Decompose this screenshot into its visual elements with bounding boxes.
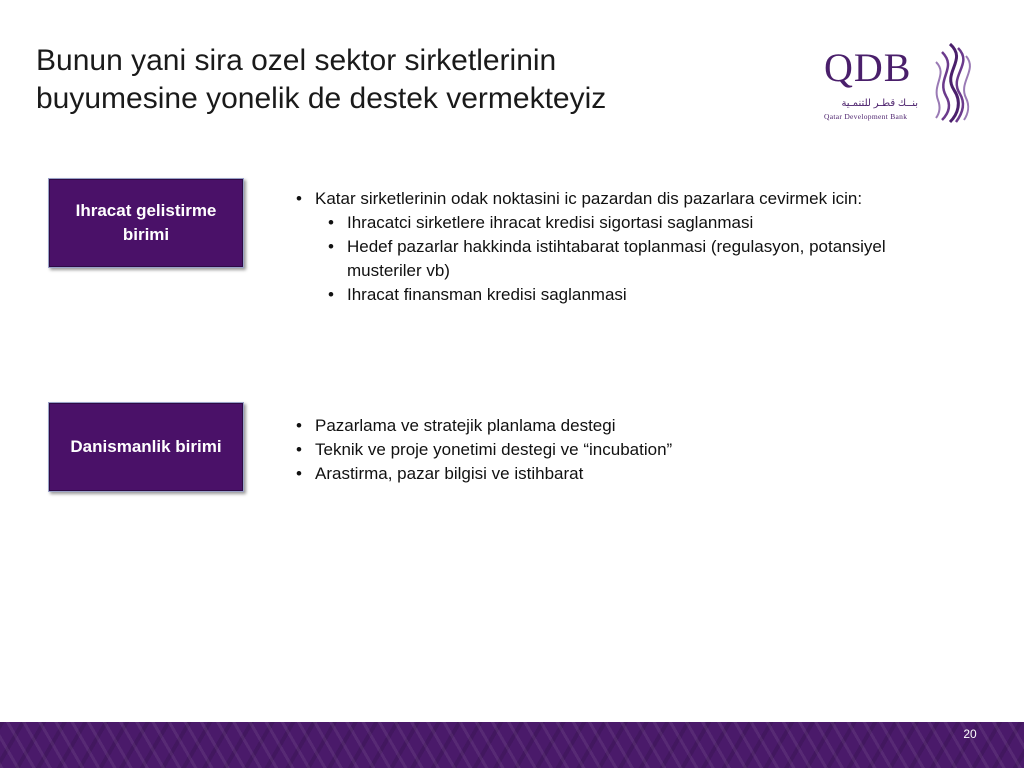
flame-emblem-icon: [928, 42, 982, 124]
sub-bullet-text: Ihracat finansman kredisi saglanmasi: [347, 285, 627, 304]
sub-bullet-item: [328, 235, 921, 283]
title-line-1: Bunun yani sira ozel sektor sirketlerinin: [36, 44, 557, 77]
logo-subtitle: Qatar Development Bank: [824, 112, 908, 121]
unit-box-export-development: [48, 178, 244, 268]
bullet-item: [296, 462, 921, 486]
slide-title: [36, 42, 736, 118]
sub-bullet-list: [315, 211, 921, 307]
bullet-item: [296, 438, 921, 462]
bullet-item: [296, 414, 921, 438]
consulting-unit-bullets: [296, 414, 921, 486]
footer-pattern-band: [0, 722, 1024, 768]
unit-box-label: Ihracat gelistirme birimi: [75, 201, 217, 244]
export-unit-bullets: [296, 187, 921, 307]
unit-box-consulting: [48, 402, 244, 492]
bullet-text: Arastirma, pazar bilgisi ve istihbarat: [315, 464, 584, 483]
unit-box-label: Danismanlik birimi: [70, 437, 222, 456]
bullet-text: Teknik ve proje yonetimi destegi ve “incubation”: [315, 440, 673, 459]
sub-bullet-item: [328, 211, 921, 235]
logo-wordmark: QDB: [824, 45, 912, 90]
page-number: 20: [963, 727, 977, 741]
sub-bullet-item: [328, 283, 921, 307]
sub-bullet-text: Ihracatci sirketlere ihracat kredisi sigortasi saglanmasi: [347, 213, 754, 232]
title-line-2: buyumesine yonelik de destek vermekteyiz: [36, 82, 607, 115]
bullet-item: [296, 187, 921, 307]
bullet-text: Pazarlama ve stratejik planlama destegi: [315, 416, 616, 435]
sub-bullet-text: Hedef pazarlar hakkinda istihtabarat toplanmasi (regulasyon, potansiyel musteriler vb): [347, 237, 886, 280]
bullet-text: Katar sirketlerinin odak noktasini ic pazardan dis pazarlara cevirmek icin:: [315, 189, 863, 208]
qdb-logo: [822, 42, 982, 124]
logo-arabic-text: بنــك قطـر للتنمـية: [841, 98, 918, 109]
